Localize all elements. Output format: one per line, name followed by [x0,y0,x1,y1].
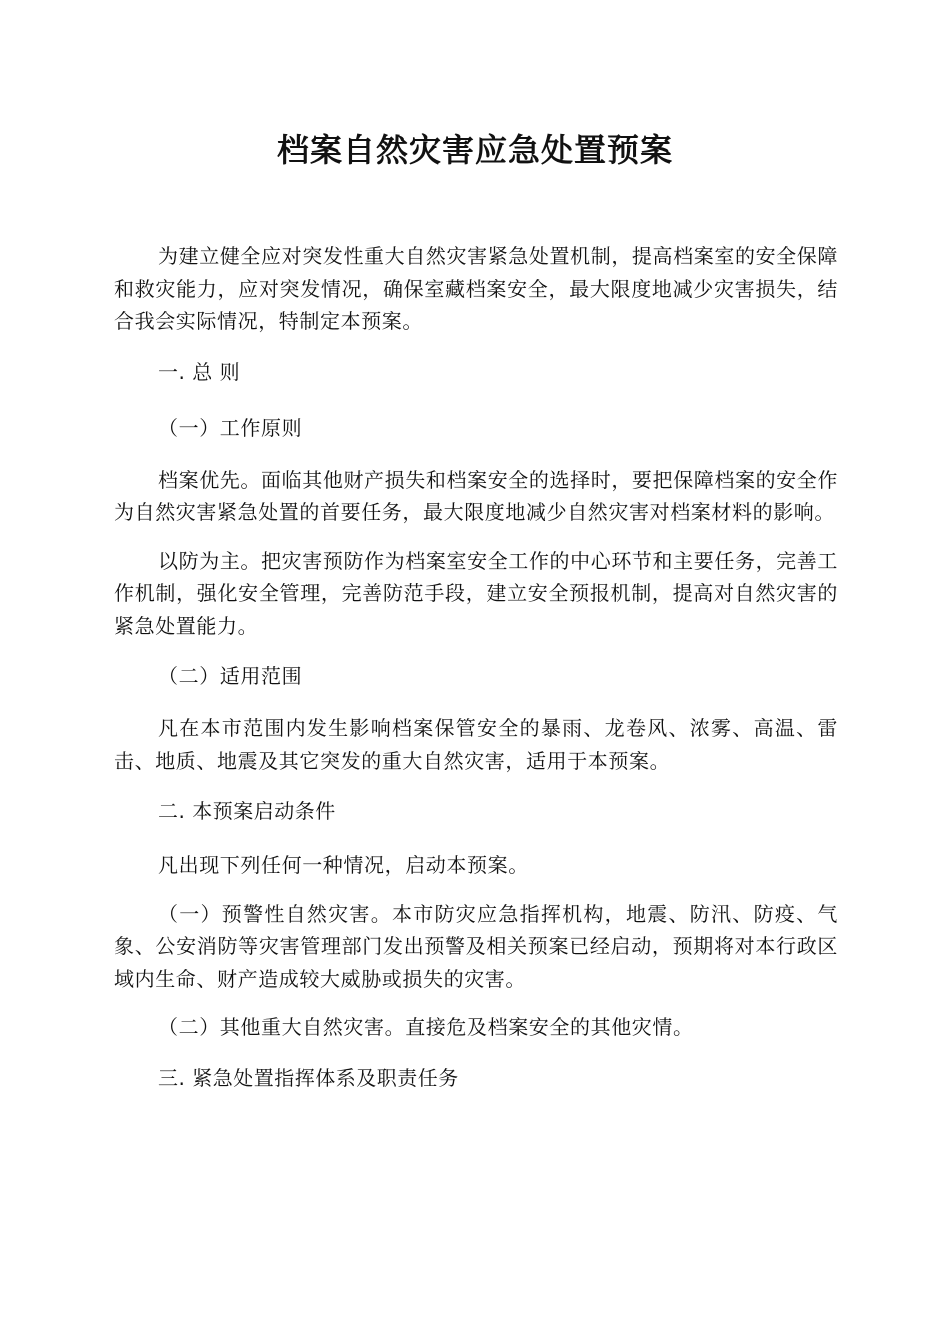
intro-paragraph: 为建立健全应对突发性重大自然灾害紧急处置机制，提高档案室的安全保障和救灾能力，应对突发情况，确保室藏档案安全，最大限度地减少灾害损失，结合我会实际情况，特制定本预案。 [114,244,838,333]
document-body [114,240,838,1116]
subheading-scope: （二）适用范围 [158,664,303,688]
paragraph-other-disasters: （二）其他重大自然灾害。直接危及档案安全的其他灾情。 [158,1015,694,1039]
paragraph-archive-priority: 档案优先。面临其他财产损失和档案安全的选择时，要把保障档案的安全作为自然灾害紧急处置的首要任务，最大限度地减少自然灾害对档案材料的影响。 [114,467,838,524]
paragraph-scope: 凡在本市范围内发生影响档案保管安全的暴雨、龙卷风、浓雾、高温、雷击、地质、地震及其它突发的重大自然灾害，适用于本预案。 [114,716,838,773]
section-heading-general: 一. 总 则 [158,359,241,384]
paragraph-activation-intro: 凡出现下列任何一种情况，启动本预案。 [158,853,529,877]
paragraph-warning-disasters: （一）预警性自然灾害。本市防灾应急指挥机构，地震、防汛、防疫、气象、公安消防等灾害管理部门发出预警及相关预案已经启动，预期将对本行政区域内生命、财产造成较大威胁或损失的灾害。 [114,901,838,991]
subheading-work-principles: （一）工作原则 [158,415,303,440]
section-heading-command-system: 三. 紧急处置指挥体系及职责任务 [158,1065,459,1090]
section-heading-activation: 二. 本预案启动条件 [158,799,336,823]
document-title: 档案自然灾害应急处置预案 [276,131,673,169]
paragraph-prevention-first: 以防为主。把灾害预防作为档案室安全工作的中心环节和主要任务，完善工作机制，强化安全管理，完善防范手段，建立安全预报机制，提高对自然灾害的紧急处置能力。 [114,548,838,638]
